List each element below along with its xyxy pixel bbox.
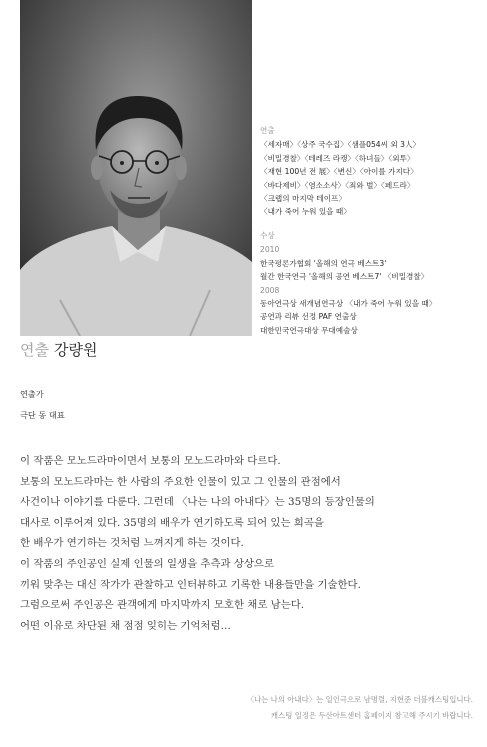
portrait-illustration <box>20 0 252 336</box>
directing-line: 〈내가 죽어 누워 있을 때〉 <box>260 207 351 217</box>
note-line: 그럼으로써 주인공은 관객에게 마지막까지 모호한 채로 남는다. <box>20 599 305 612</box>
name-role: 연출 <box>20 341 49 359</box>
name-person: 강량원 <box>53 341 98 359</box>
director-name <box>20 339 97 360</box>
director-note <box>20 451 480 636</box>
directing-credits <box>260 124 480 219</box>
directing-heading: 연출 <box>260 126 275 135</box>
note-line: 어떤 이유로 차단된 채 점점 잊히는 기억처럼… <box>20 619 231 632</box>
profile-org: 극단 동 대표 <box>20 410 65 420</box>
award-line: 대한민국연극대상 무대예술상 <box>260 325 358 335</box>
director-profile <box>20 384 65 426</box>
awards-heading: 수상 <box>260 231 275 240</box>
note-line: 끼워 맞추는 대신 작가가 관찰하고 인터뷰하고 기록한 내용들만을 기술한다. <box>20 578 361 591</box>
award-line: 월간 한국연극 '올해의 공연 베스트7' 〈비밀경찰〉 <box>260 272 429 282</box>
award-year-2010: 2010 <box>260 245 280 255</box>
award-line: 공연과 리뷰 선정 PAF 연출상 <box>260 312 357 322</box>
note-line: 이 작품의 주인공인 실제 인물의 일생을 추측과 상상으로 <box>20 557 274 570</box>
directing-line: 〈재현 100년 전 展〉〈변신〉〈아이를 가지다〉 <box>260 167 418 177</box>
footnote-line: 캐스팅 일정은 두산아트센터 홈페이지 참고해 주시기 바랍니다. <box>270 711 473 720</box>
directing-line: 〈크랩의 마지막 테이프〉 <box>260 194 347 204</box>
directing-line: 〈비밀경찰〉〈테레즈 라캥〉〈하녀들〉〈외투〉 <box>260 153 415 163</box>
directing-line: 〈세자매〉〈상주 국수집〉〈샘플054씨 외 3人〉 <box>260 140 421 150</box>
note-line: 대사로 이루어져 있다. 35명의 배우가 연기하도록 되어 있는 희곡을 <box>20 516 324 529</box>
note-line: 사건이나 이야기를 다룬다. 그런데 〈나는 나의 아내다〉는 35명의 등장인물의 <box>20 496 375 509</box>
portrait-photo <box>20 0 252 336</box>
directing-line: 〈바다제비〉〈염소소사〉〈죄와 벌〉〈페드라〉 <box>260 180 415 190</box>
note-line: 한 배우가 연기하는 것처럼 느껴지게 하는 것이다. <box>20 537 244 550</box>
note-line: 이 작품은 모노드라마이면서 보통의 모노드라마와 다르다. <box>20 455 281 467</box>
award-line: 동아연극상 새개념연극상 〈내가 죽어 누워 있을 때〉 <box>260 299 437 309</box>
awards-list <box>260 229 480 337</box>
casting-footnote <box>247 692 473 724</box>
footnote-line: 〈나는 나의 아내다〉는 일인극으로 남명렬, 지현준 더블캐스팅입니다. <box>246 695 473 704</box>
note-line: 보통의 모노드라마는 한 사람의 주요한 인물이 있고 그 인물의 관점에서 <box>20 475 341 488</box>
profile-title: 연출가 <box>20 389 44 399</box>
award-line: 한국평론가협회 '올해의 연극 베스트3' <box>260 258 387 268</box>
award-year-2008: 2008 <box>260 285 280 295</box>
